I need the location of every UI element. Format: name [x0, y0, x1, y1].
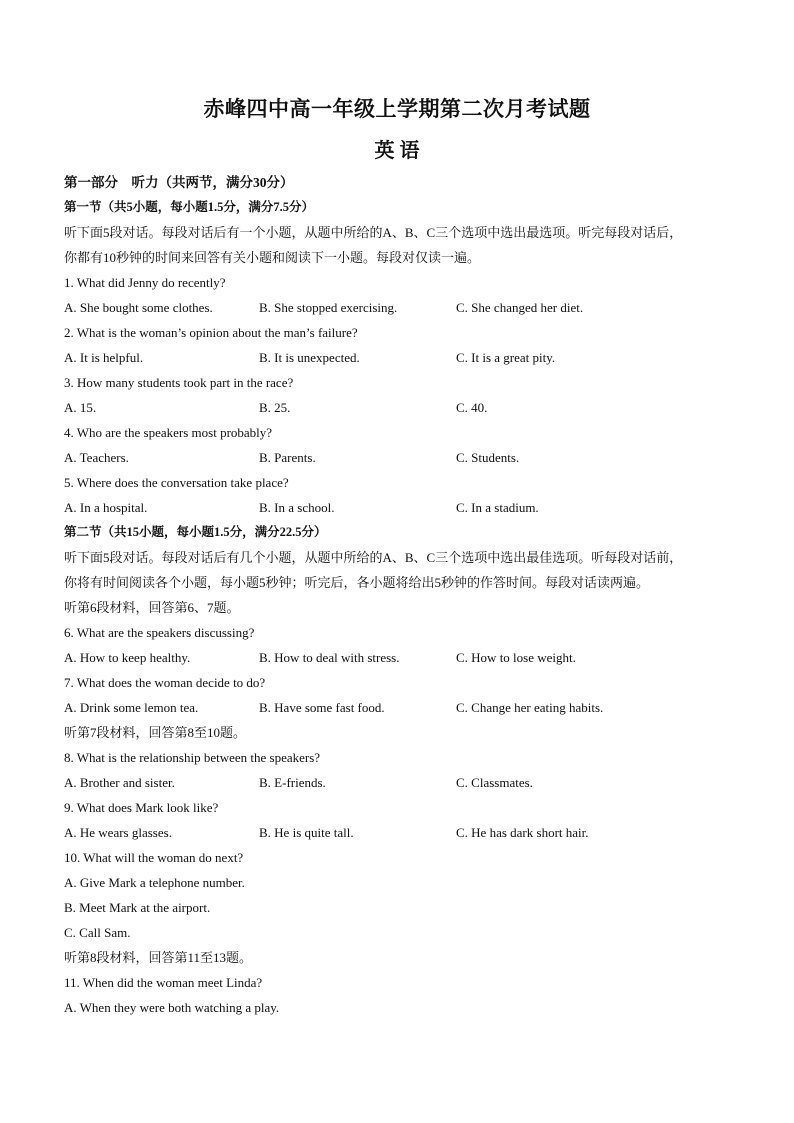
exam-content — [64, 170, 734, 1020]
question-7-option-c: C. Change her eating habits. — [456, 700, 604, 715]
question-1-option-a: A. She bought some clothes. — [64, 300, 213, 315]
question-7-option-a: A. Drink some lemon tea. — [64, 700, 199, 715]
question-1-options — [64, 295, 734, 320]
question-4-option-c: C. Students. — [456, 450, 520, 465]
question-1: 1. What did Jenny do recently? — [64, 275, 226, 290]
question-2-option-a: A. It is helpful. — [64, 350, 144, 365]
question-9: 9. What does Mark look like? — [64, 800, 219, 815]
question-2-options — [64, 345, 734, 370]
question-3-option-b: B. 25. — [259, 400, 291, 415]
question-4-option-a: A. Teachers. — [64, 450, 129, 465]
question-10-option-c: C. Call Sam. — [64, 925, 131, 940]
exam-title: 赤峰四中高一年级上学期第二次月考试题 — [203, 97, 591, 121]
section2-instruction-line2: 你将有时间阅读各个小题，每小题5秒钟；听完后，各小题将给出5秒钟的作答时间。每段对话读两遍。 — [64, 575, 650, 590]
question-2-option-b: B. It is unexpected. — [259, 350, 360, 365]
question-7-options — [64, 695, 734, 720]
question-10-option-b: B. Meet Mark at the airport. — [64, 900, 211, 915]
question-3-option-a: A. 15. — [64, 400, 97, 415]
question-2: 2. What is the woman’s opinion about the man’s failure? — [64, 325, 358, 340]
question-3-options — [64, 395, 734, 420]
question-7-option-b: B. Have some fast food. — [259, 700, 385, 715]
question-4-options — [64, 445, 734, 470]
question-9-option-a: A. He wears glasses. — [64, 825, 172, 840]
question-8-option-c: C. Classmates. — [456, 775, 533, 790]
section2-heading: 第二节（共15小题，每小题1.5分，满分22.5分） — [64, 525, 327, 539]
question-9-option-c: C. He has dark short hair. — [456, 825, 589, 840]
question-6-option-b: B. How to deal with stress. — [259, 650, 400, 665]
part1-heading: 第一部分 听力（共两节，满分30分） — [64, 175, 294, 190]
question-6-option-c: C. How to lose weight. — [456, 650, 576, 665]
question-5: 5. Where does the conversation take place? — [64, 475, 289, 490]
question-8: 8. What is the relationship between the speakers? — [64, 750, 321, 765]
question-11: 11. When did the woman meet Linda? — [64, 975, 263, 990]
section1-heading: 第一节（共5小题，每小题1.5分，满分7.5分） — [64, 200, 315, 214]
question-1-option-c: C. She changed her diet. — [456, 300, 584, 315]
material-7-note: 听第7段材料，回答第8至10题。 — [64, 725, 247, 740]
question-5-option-c: C. In a stadium. — [456, 500, 539, 515]
question-6-option-a: A. How to keep healthy. — [64, 650, 191, 665]
exam-subject: 英 语 — [374, 140, 420, 162]
question-8-options — [64, 770, 734, 795]
question-8-option-b: B. E-friends. — [259, 775, 326, 790]
section1-instruction-line1: 听下面5段对话。每段对话后有一个小题，从题中所给的A、B、C三个选项中选出最选项。听完每段对话后， — [64, 225, 683, 240]
question-5-option-a: A. In a hospital. — [64, 500, 148, 515]
question-9-option-b: B. He is quite tall. — [259, 825, 354, 840]
material-8-note: 听第8段材料，回答第11至13题。 — [64, 950, 253, 965]
question-2-option-c: C. It is a great pity. — [456, 350, 556, 365]
question-5-options — [64, 495, 734, 520]
question-1-option-b: B. She stopped exercising. — [259, 300, 398, 315]
question-10: 10. What will the woman do next? — [64, 850, 244, 865]
question-5-option-b: B. In a school. — [259, 500, 335, 515]
question-3: 3. How many students took part in the race? — [64, 375, 294, 390]
section1-instruction-line2: 你都有10秒钟的时间来回答有关小题和阅读下一小题。每段对仅读一遍。 — [64, 250, 481, 265]
question-7: 7. What does the woman decide to do? — [64, 675, 266, 690]
question-8-option-a: A. Brother and sister. — [64, 775, 175, 790]
question-4: 4. Who are the speakers most probably? — [64, 425, 273, 440]
question-6: 6. What are the speakers discussing? — [64, 625, 255, 640]
question-6-options — [64, 645, 734, 670]
question-11-option-a: A. When they were both watching a play. — [64, 1000, 280, 1015]
section2-instruction-line1: 听下面5段对话。每段对话后有几个小题，从题中所给的A、B、C三个选项中选出最佳选项。听每段对话前， — [64, 550, 683, 565]
question-4-option-b: B. Parents. — [259, 450, 316, 465]
question-10-option-a: A. Give Mark a telephone number. — [64, 875, 245, 890]
question-9-options — [64, 820, 734, 845]
question-3-option-c: C. 40. — [456, 400, 488, 415]
material-6-note: 听第6段材料，回答第6、7题。 — [64, 600, 240, 615]
